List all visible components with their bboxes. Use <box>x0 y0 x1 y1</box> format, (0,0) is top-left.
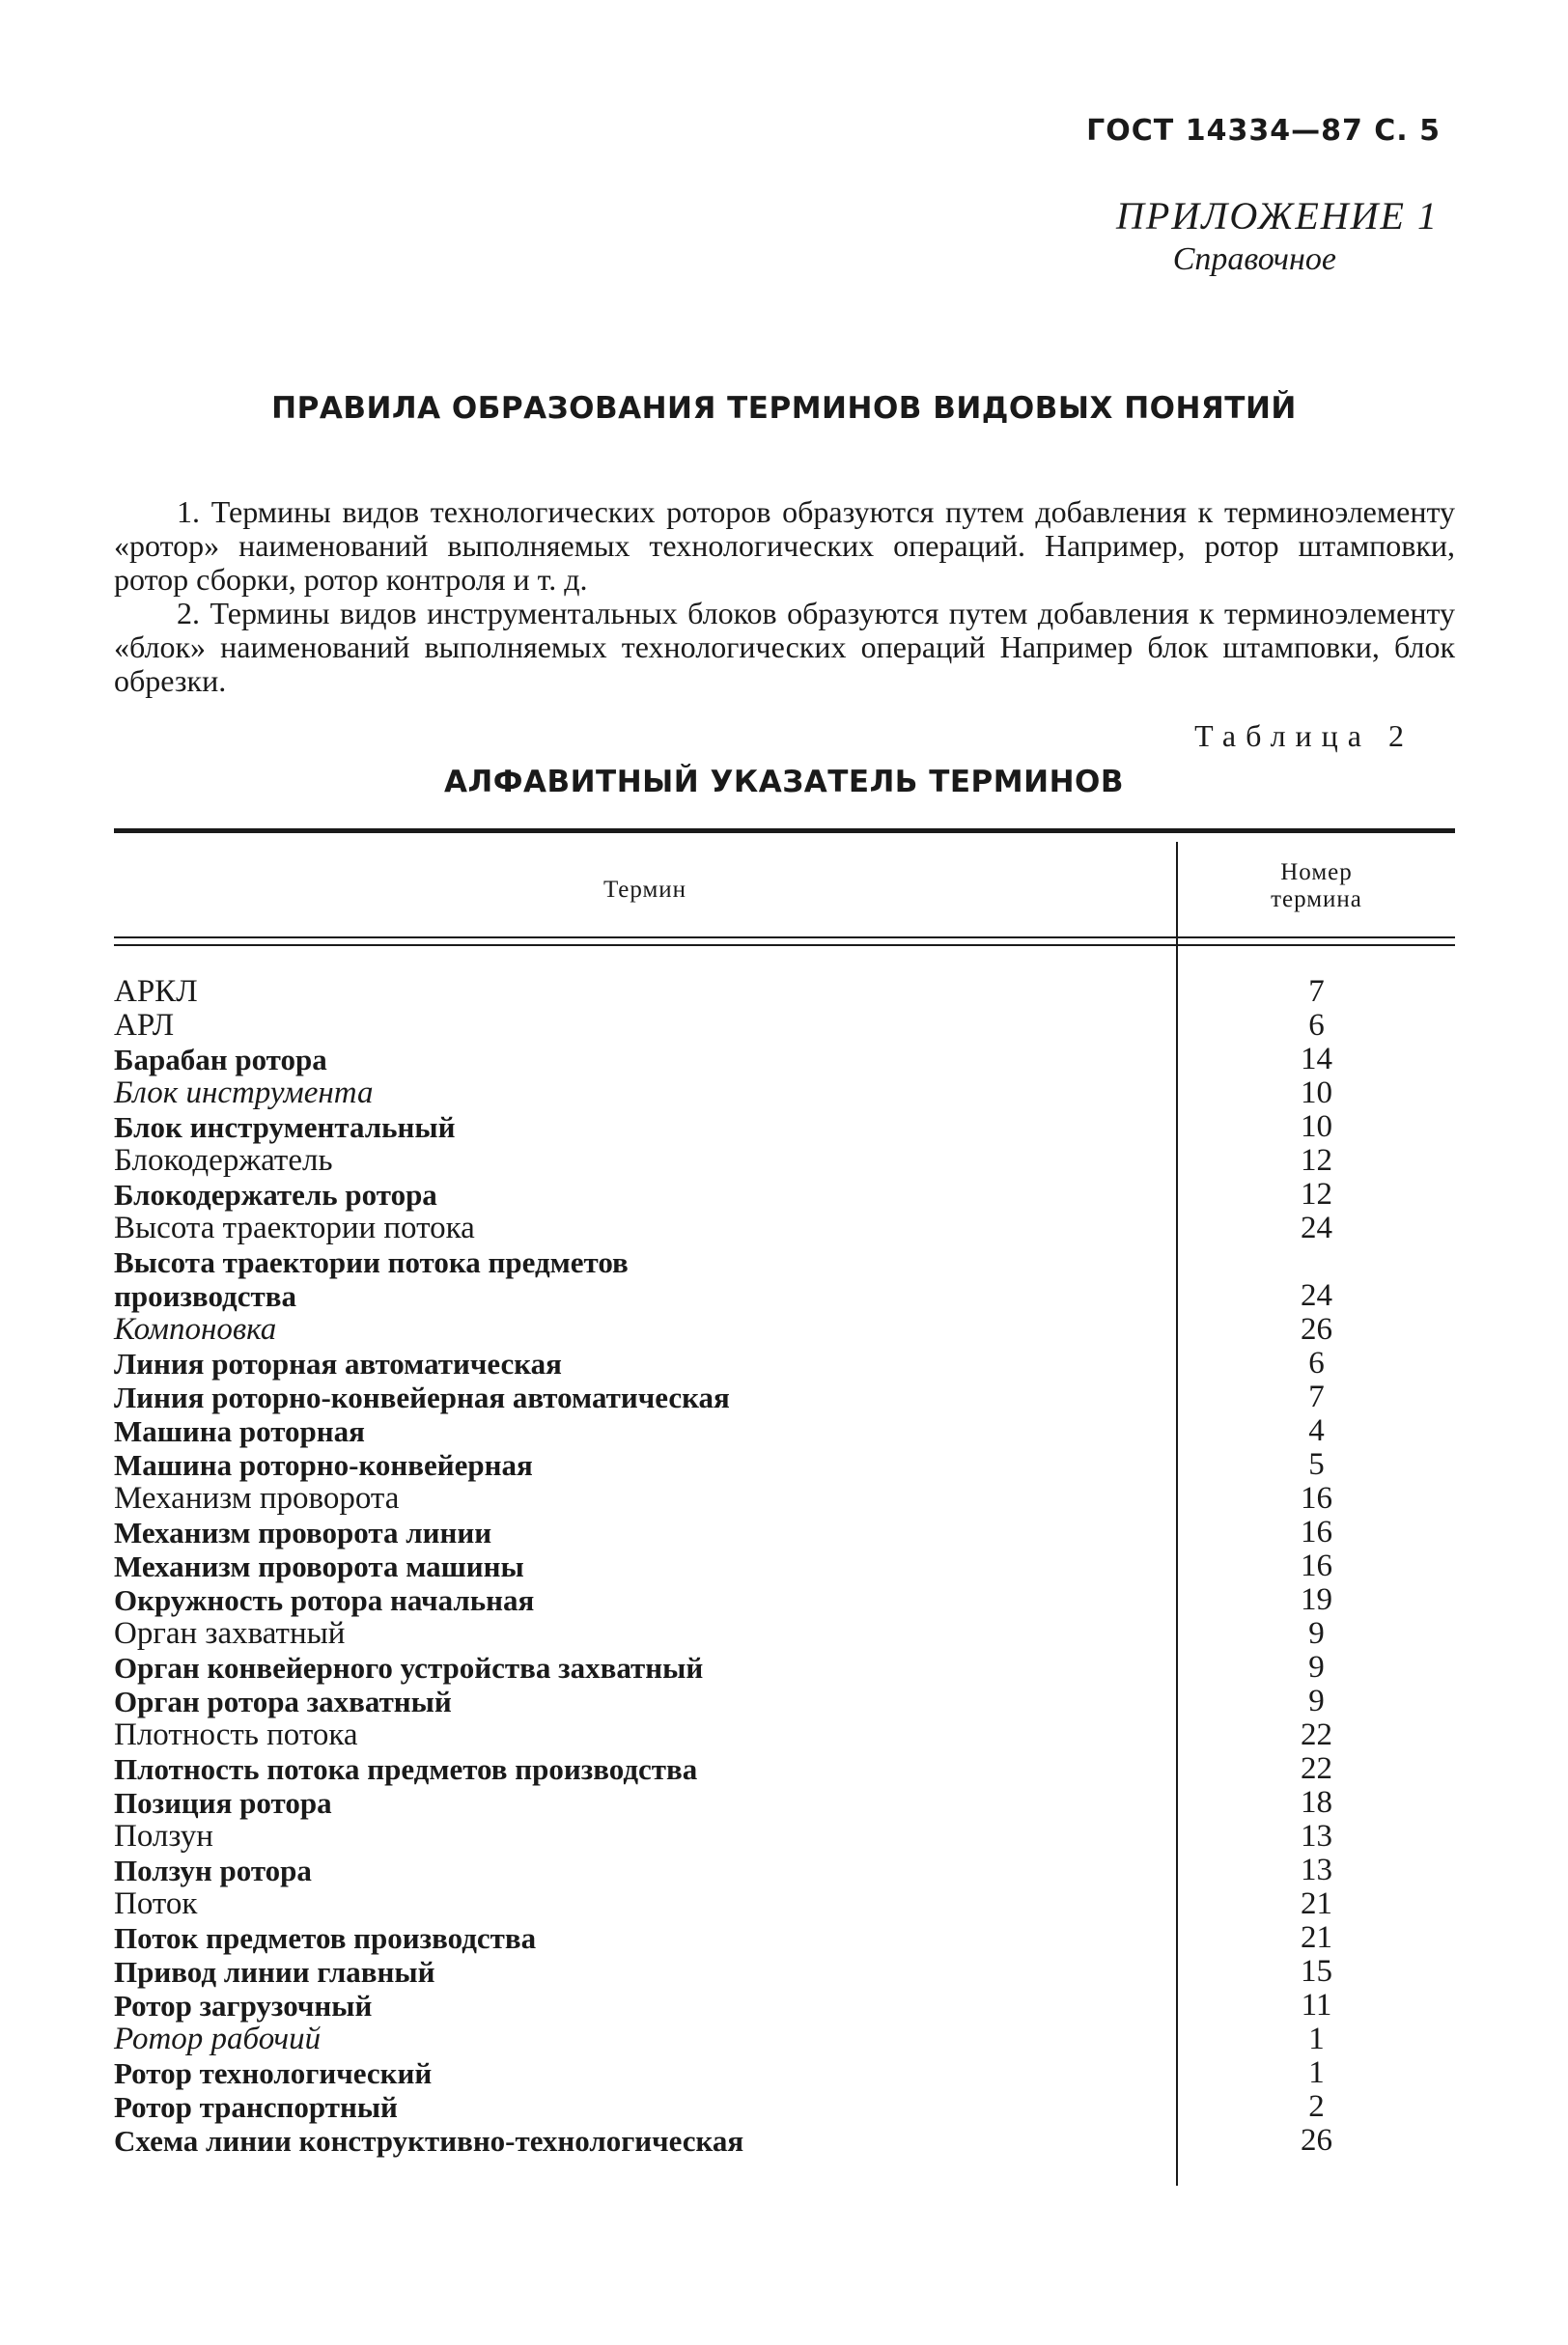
term-number-cell: 24 <box>1301 1211 1332 1245</box>
table-row <box>114 1752 1455 1786</box>
term-number-cell: 1 <box>1308 2055 1325 2090</box>
table-top-rule <box>114 828 1455 833</box>
term-cell: Ротор транспортный <box>114 2090 398 2124</box>
term-number-cell: 21 <box>1301 1920 1332 1955</box>
term-cell: Привод линии главный <box>114 1955 435 1989</box>
table-row <box>114 975 1455 1009</box>
term-cell: Механизм проворота <box>114 1481 400 1516</box>
term-number-cell: 7 <box>1308 974 1325 1009</box>
term-cell: Поток предметов производства <box>114 1921 537 1955</box>
gost-page-reference: ГОСТ 14334—87 С. 5 <box>1086 114 1441 148</box>
term-number-cell: 14 <box>1301 1042 1332 1076</box>
term-number-cell: 9 <box>1308 1684 1325 1718</box>
term-number-cell: 16 <box>1301 1549 1332 1583</box>
term-cell: Орган захватный <box>114 1616 346 1651</box>
term-cell: Линия роторная автоматическая <box>114 1347 562 1381</box>
table-row <box>114 1685 1455 1718</box>
term-number-cell: 9 <box>1308 1650 1325 1685</box>
term-cell: Плотность потока <box>114 1717 358 1752</box>
index-heading: АЛФАВИТНЫЙ УКАЗАТЕЛЬ ТЕРМИНОВ <box>444 765 1124 799</box>
table-row <box>114 1482 1455 1516</box>
term-number-cell: 13 <box>1301 1853 1332 1887</box>
term-number-cell: 26 <box>1301 2123 1332 2158</box>
table-row <box>114 2090 1455 2124</box>
term-number-cell: 12 <box>1301 1143 1332 1178</box>
appendix-subtitle: Справочное <box>1172 241 1336 277</box>
table-row <box>114 1448 1455 1482</box>
term-cell: Барабан ротора <box>114 1043 327 1076</box>
table-row <box>114 1989 1455 2023</box>
table-row <box>114 2023 1455 2056</box>
table-row <box>114 1549 1455 1583</box>
table-row <box>114 1279 1455 1313</box>
term-cell: Высота траектории потока предметов <box>114 1245 629 1279</box>
term-cell: АРЛ <box>114 1008 175 1043</box>
term-index-table <box>114 975 1455 2158</box>
term-cell: Ротор технологический <box>114 2056 433 2090</box>
term-number-cell: 1 <box>1308 2022 1325 2056</box>
table-row <box>114 1921 1455 1955</box>
term-cell: Ползун <box>114 1819 213 1854</box>
table-row <box>114 1516 1455 1549</box>
term-cell: Линия роторно-конвейерная автоматическая <box>114 1381 730 1414</box>
rules-paragraph-2-text: 2. Термины видов инструментальных блоков образуются путем добавления к терминоэлементу «блок» наименований выполняемых технологических операций Например блок штамповки, блок обрезки. <box>114 596 1455 698</box>
table-row <box>114 1854 1455 1887</box>
term-number-cell: 22 <box>1301 1717 1332 1752</box>
term-cell: АРКЛ <box>114 974 198 1009</box>
term-cell: Окружность ротора начальная <box>114 1583 535 1617</box>
term-cell: Ротор рабочий <box>114 2022 322 2056</box>
term-cell: Позиция ротора <box>114 1786 332 1820</box>
term-number-cell: 5 <box>1308 1447 1325 1482</box>
term-number-cell: 4 <box>1308 1413 1325 1448</box>
term-cell: Машина роторная <box>114 1414 365 1448</box>
term-number-cell: 11 <box>1301 1988 1332 2023</box>
term-number-cell: 21 <box>1301 1886 1332 1921</box>
term-cell: Компоновка <box>114 1312 277 1347</box>
table-row <box>114 1313 1455 1347</box>
term-number-cell: 18 <box>1301 1785 1332 1820</box>
table-row <box>114 2056 1455 2090</box>
term-number-cell: 6 <box>1308 1008 1325 1043</box>
rules-paragraph-2 <box>114 597 1455 698</box>
table-row <box>114 1009 1455 1043</box>
table-row <box>114 1820 1455 1854</box>
table-row <box>114 1110 1455 1144</box>
rules-paragraph-1 <box>114 495 1455 597</box>
table-row <box>114 1617 1455 1651</box>
table-row <box>114 1786 1455 1820</box>
table-header-rule <box>114 936 1455 946</box>
term-cell: Блок инструмента <box>114 1075 374 1110</box>
table-row <box>114 1043 1455 1076</box>
column-header-number-line1: Номер <box>1280 859 1353 885</box>
term-cell: Поток <box>114 1886 198 1921</box>
term-number-cell: 24 <box>1301 1278 1332 1313</box>
term-number-cell: 2 <box>1308 2089 1325 2124</box>
table-row <box>114 1347 1455 1381</box>
term-cell: Схема линии конструктивно-технологическая <box>114 2124 744 2158</box>
table-row <box>114 1887 1455 1921</box>
term-cell: Блокодержатель ротора <box>114 1178 437 1212</box>
term-number-cell: 26 <box>1301 1312 1332 1347</box>
table-row <box>114 2124 1455 2158</box>
term-number-cell: 13 <box>1301 1819 1332 1854</box>
term-number-cell: 6 <box>1308 1346 1325 1381</box>
column-header-number-line2: термина <box>1271 886 1362 912</box>
term-cell: Высота траектории потока <box>114 1211 475 1245</box>
table-row <box>114 1414 1455 1448</box>
appendix-title: ПРИЛОЖЕНИЕ 1 <box>1116 194 1439 237</box>
term-cell: Орган ротора захватный <box>114 1685 452 1718</box>
column-header-term: Термин <box>602 877 687 903</box>
term-cell: производства <box>114 1279 296 1313</box>
term-cell: Ползун ротора <box>114 1854 312 1887</box>
term-cell: Машина роторно-конвейерная <box>114 1448 533 1482</box>
table-row <box>114 1718 1455 1752</box>
term-cell: Механизм проворота линии <box>114 1516 492 1549</box>
table-row <box>114 1178 1455 1212</box>
term-cell: Плотность потока предметов производства <box>114 1752 698 1786</box>
table-row <box>114 1076 1455 1110</box>
column-header-number <box>1178 859 1455 913</box>
term-number-cell: 19 <box>1301 1582 1332 1617</box>
table-row <box>114 1583 1455 1617</box>
table-row <box>114 1144 1455 1178</box>
table-row <box>114 1651 1455 1685</box>
term-number-cell: 16 <box>1301 1515 1332 1549</box>
term-number-cell: 22 <box>1301 1751 1332 1786</box>
term-cell: Орган конвейерного устройства захватный <box>114 1651 704 1685</box>
term-number-cell: 7 <box>1308 1380 1325 1414</box>
term-number-cell: 10 <box>1301 1075 1332 1110</box>
term-number-cell: 9 <box>1308 1616 1325 1651</box>
term-number-cell: 10 <box>1301 1109 1332 1144</box>
table-row <box>114 1955 1455 1989</box>
rules-heading: ПРАВИЛА ОБРАЗОВАНИЯ ТЕРМИНОВ ВИДОВЫХ ПОНЯТИЙ <box>271 391 1297 426</box>
term-number-cell: 16 <box>1301 1481 1332 1516</box>
table-row <box>114 1245 1455 1279</box>
table-row <box>114 1381 1455 1414</box>
term-cell: Блокодержатель <box>114 1143 333 1178</box>
term-cell: Ротор загрузочный <box>114 1989 373 2023</box>
term-cell: Блок инструментальный <box>114 1110 456 1144</box>
term-cell: Механизм проворота машины <box>114 1549 524 1583</box>
term-number-cell: 15 <box>1301 1954 1332 1989</box>
table-row <box>114 1212 1455 1245</box>
term-number-cell: 12 <box>1301 1177 1332 1212</box>
table-caption: Таблица 2 <box>1194 718 1414 753</box>
rules-paragraph-1-text: 1. Термины видов технологических роторов образуются путем добавления к терминоэлементу «ротор» наименований выполняемых технологических операций. Например, ротор штамповки, ротор сборки, ротор контроля и т. д. <box>114 494 1455 597</box>
